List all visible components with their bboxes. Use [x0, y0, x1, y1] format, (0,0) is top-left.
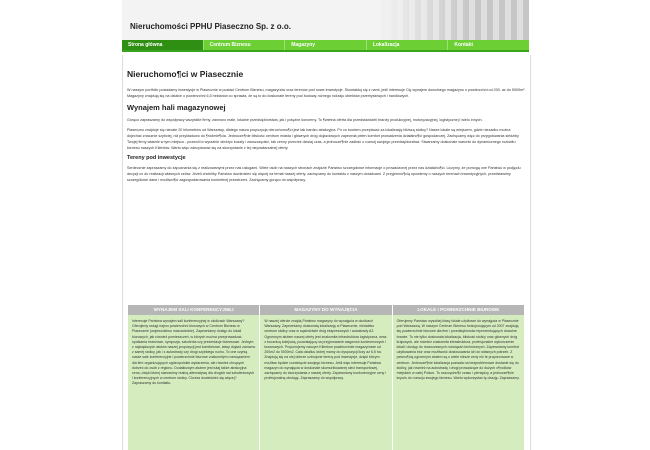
- warehouse-paragraph-1: Gorąco zapraszamy do współpracy wszystkie firmy, zarówno małe, lokalne przedsiębiorstwa, jak i potężne koncerny. To ¶wietna oferta dla przedstawicieli branży produkcyjnej, motoryzacyjnej, logistycznej i wielu innych.: [127, 118, 483, 122]
- column-text: Oferujemy Państwu wysokiej klasy lokale użytkowe do wynajęcia w Piasecznie pod Warszawą. W naszym Centrum Biznesu funkcjonującym od 2007 znajdują się powierzchnie biurowe dla firm i przedsiębiorstw reprezentujących dowolne branże. To nie tylko doskonała lokalizacja, bliskość stolicy oraz głównych dróg krajowych, ale również znakomita infrastruktura, profesjonalne wykończenie lokali i dostęp do nowoczesnych rozwiązań technicznych. Zapewniamy komfort użytkowania biur oraz możliwość dostosowania ich do własnych potrzeb. Z pewno¶cią ogromnym atutem są o wiele niższe ceny niż te proponowane w centrum. Jednocze¶nie lokalizacja pozwala na bezproblemowe dostanie się do stolicy, jak również na autostradę i drogi prowadzące do dużych o¶rodków miejskich w całej Polsce. To oszczędno¶ć czasu i pieniędzy, a jednocze¶nie impuls do rozwoju swojego biznesu. Warto wykorzystać tę okazję. Zapraszamy.: [396, 319, 520, 381]
- column-conference-room: [128, 305, 260, 450]
- column-offices: [393, 305, 525, 450]
- warehouse-paragraph-2: Piaseczno znajduje się niecałe 20 kilometrów od Warszawy, dlatego nasza propozycja nieruchomo¶ci jest tak bardzo atrakcyjna. Po co bowiem przeplacać za lokalizację bliższą stolicy? Nasze lokale są miejscem, gdzie niezadko można dojechać znacznie szybciej, niż przykładowo do ¶ródmie¶cia. Jednocze¶nie bliskość centrum miasta i głównych dróg dojazdowych zapewnia pełen komfort prowadzenia działalno¶ci gospodarczej. Zachęcamy więc do przygotowania siedziby Twojej firmy właśnie w tym miejscu - pozwoli to wyraźnie obniżyć koszty i zaoszczędzić, tak cenny przecież dzisiaj czas, a jednocze¶nie zadbać o rozwój swojego przedsiębiorstwa. Stwarzamy doskonale warunki do dynamicznego rozkwitu biznesu naszych Klientów. Warto więc zdecydować się na skorzystanie z tej niepowtarzalnej oferty.: [127, 128, 519, 150]
- column-text: W naszej ofercie znajdą Państwo magazyny do wynajęcia w okolicach Warszawy. Zapewniamy doskonałą lokalizację w Piasecznie, niedaleko centrum stolicy oraz w sąsiedztwie dróg ekspresowych i autostrady A2. Ogromnym atutem naszej oferty jest znakomita infrastruktura logistyczna, wraz z bocznicą kolejową, pozwalającą na przyjmowanie wagonów kontenerowych i towarowych. Proponujemy naszym Klientom powierzchnie magazynowe od 200m2 do 5000m2. Cała działka, której mamy do dyspozycji liczy aż 6,5 ha. Znajdują się na niej dobrze uzbrojone tereny pod inwestycje, dzięki którym możliwe będzie rozwinięcie swojego biznesu. Jeśli więc interesuje Państwa magazyn do wynajęcia w doskonale skomunikowanej sieci transportowej, zachęcamy do skorzystania z naszej oferty. Zapewniamy konkurencyjne ceny i profesjonalną obsługę. Zapraszamy do współpracy.: [264, 319, 387, 381]
- header-building-image: [379, 0, 529, 40]
- column-text: Interesuje Państwa wynajem sali konferencyjnej w okolicach Warszawy? Oferujemy usługi najmu powierzchni biurowych w Centrum Biznesu w Piasecznie (województwo mazowieckie). Zapewniamy dostęp do lokali biurowych, jak również pomieszczeń, w których można przeprowadzać spotkania branżowe, sympozja, szkolenia czy prezentacje biznesowe. Jednym z największych atutów naszej propozycji jest komfortowe, łatwy dojazd zarówno z samej stolicy, jak i z autostrady czy drogi szybkiego ruchu. To one czynią nasze sale konferencyjne i powierzchnie biurowe znakomitym rozwiązaniem dla firm organizujących ogólnopolskie wydarzenia, ale również chcących dotrzeć do osób z regionu. Dodatkowym atutem jest tutaj także atrakcyjna cena, dzięki której stanowimy realną alternatywę dla drogich sal szkoleniowych i konferencyjnych w centrum stolicy. Chcesz dowiedzieć się więcej? Zapraszamy do kontaktu.: [132, 319, 256, 386]
- nav-underline: [122, 50, 529, 52]
- section-title-warehouse-hall: Wynajem hali magazynowej: [127, 103, 226, 112]
- feature-columns: [128, 305, 525, 450]
- site-title: Nieruchomości PPHU Piaseczno Sp. z o.o.: [130, 22, 291, 31]
- section-title-investment-land: Tereny pod inwestycje: [127, 155, 186, 161]
- nav-item-home[interactable]: Strona główna: [122, 40, 204, 50]
- nav-item-warehouses[interactable]: Magazyny: [285, 40, 367, 50]
- nav-item-contact[interactable]: Kontakt: [454, 42, 473, 48]
- nav-item-business-center[interactable]: Centrum Biznesu: [204, 40, 286, 50]
- intro-paragraph: W naszym portfolio posiadamy inwestycje w Piasecznie w postaci Centrum Biznesu, magazynów oraz terenów pod nowe inwestycje. Skontaktuj się z nami, jeśli interesuje Cię wynajem dowolnego magazynu o powierzchni od 200, az do 5000m². Magazyny znajdują się na działce o powierzchni 6,5 hektarów co sprawia, że są to do doskonale tereny pod budowę różnego rodzaju obiektów przemysłowych i handlowych.: [127, 88, 526, 98]
- nav-item-location[interactable]: Lokalizacja: [367, 40, 449, 50]
- column-warehouses: [260, 305, 392, 450]
- column-heading: MAGAZYNY DO WYNAJĘCIA: [260, 305, 392, 315]
- main-nav: [122, 40, 529, 50]
- column-heading: WYNAJEM SALI KONFERENCYJNEJ: [128, 305, 260, 315]
- column-heading: LOKALE I POWIERZCHNIE BIUROWE: [393, 305, 525, 315]
- site-header: [122, 0, 529, 40]
- page-title: Nieruchomo¶ci w Piasecznie: [127, 69, 244, 79]
- main-content: [122, 55, 531, 450]
- investment-paragraph: Serdecznie zapraszamy do zapoznania się z realizowanymi przez nas usługami. Wiele osób na naszych stronach znajdzie Państwo szczegółowe informacje o prowadzonej przez nas działalno¶ci. Liczymy, że pomogą one Państwu w podjęciu decyzji co do realizacji własnych celów. Jeżeli chcieliby Państwo dowiedzieć się więcej na temat naszej oferty, zachęcamy do kontaktu z naszym doradcami. Z przyjemno¶cią opowiemy o naszych terenach inwestycyjnych, przedstawimy szczegółowe dane i możliwo¶ci zagospodarowania konkretnej przestrzeni. Zachęcamy gorąco do współpracy.: [127, 166, 521, 182]
